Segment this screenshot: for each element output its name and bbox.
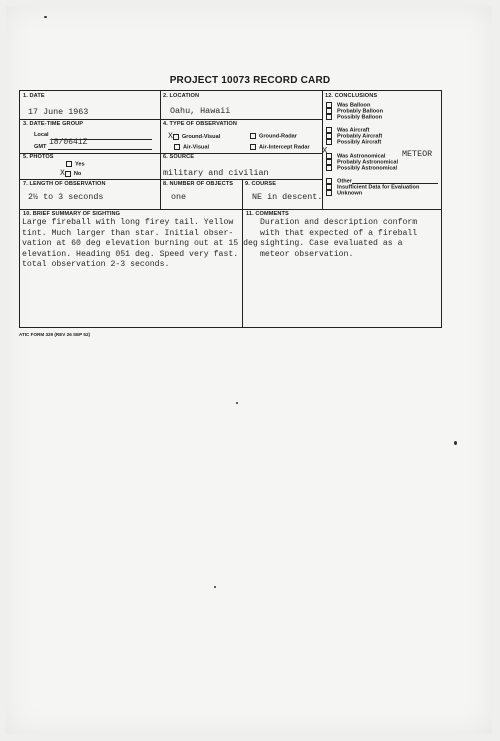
date-label: 1. DATE (23, 93, 45, 99)
astronomical-check-mark: X (322, 146, 328, 156)
gmt-line (48, 149, 152, 150)
checkbox-icon (326, 190, 332, 196)
conclusion-insufficient-data: Insufficient Data for Evaluation (326, 184, 419, 190)
source-value: military and civilian (163, 168, 269, 178)
dtg-label: 3. DATE-TIME GROUP (23, 121, 84, 127)
conclusion-was-astronomical: Was Astronomical (326, 153, 385, 159)
conclusion-possibly-astronomical: Possibly Astronomical (326, 165, 397, 171)
photos-no-option: X No (60, 169, 82, 178)
gmt-label: GMT (34, 144, 47, 150)
meteor-note: METEOR (402, 149, 433, 159)
divider (20, 179, 322, 180)
num-objects-label: 8. NUMBER OF OBJECTS (163, 181, 234, 187)
checkbox-icon (326, 165, 332, 171)
gmt-value: 18/0641Z (49, 138, 88, 147)
checkbox-icon (250, 133, 256, 139)
num-objects-value: one (171, 192, 187, 202)
course-value: NE in descent. (252, 192, 323, 202)
summary-label: 10. BRIEF SUMMARY OF SIGHTING (23, 211, 121, 217)
photos-yes-option: Yes (66, 161, 85, 167)
conclusion-possibly-aircraft: Possibly Aircraft (326, 139, 381, 145)
conclusions-label: 12. CONCLUSIONS (325, 93, 378, 99)
speck (44, 16, 47, 18)
comments-text: Duration and description conform with that expected of a fireball sighting. Case evaluated as a meteor observation. (260, 218, 418, 259)
length-value: 2½ to 3 seconds (28, 192, 104, 202)
conclusion-possibly-balloon: Possibly Balloon (326, 114, 382, 120)
conclusion-unknown: Unknown (326, 190, 362, 196)
checkbox-icon (326, 114, 332, 120)
conclusion-was-balloon: Was Balloon (326, 102, 370, 108)
conclusion-other: Other (326, 178, 352, 184)
divider (20, 209, 442, 210)
local-label: Local (34, 132, 49, 138)
date-value: 17 June 1963 (28, 107, 89, 117)
checkbox-icon (250, 144, 256, 150)
summary-text: Large fireball with long firey tail. Yellow tint. Much larger than star. Initial obser- vation at 60 deg elevation burning out at 15 deg elevation. Heading 051 deg. Speed very fast. total observation 2-3 seconds. (22, 218, 258, 270)
ground-visual-option: X Ground-Visual (168, 132, 221, 141)
comments-label: 11. COMMENTS (246, 211, 289, 217)
checkbox-icon (173, 134, 179, 140)
course-label: 9. COURSE (245, 181, 277, 187)
speck (236, 402, 238, 404)
source-label: 6. SOURCE (163, 154, 195, 160)
photos-label: 5. PHOTOS (23, 154, 54, 160)
speck (454, 441, 457, 445)
ground-radar-option: Ground-Radar (250, 133, 297, 139)
divider (160, 91, 161, 209)
conclusion-probably-aircraft: Probably Aircraft (326, 133, 382, 139)
form-id: ATIC FORM 329 (REV 26 SEP 52) (19, 332, 91, 337)
checkbox-icon (66, 161, 72, 167)
conclusion-was-aircraft: Was Aircraft (326, 127, 370, 133)
speck (214, 586, 216, 588)
location-value: Oahu, Hawaii (170, 106, 231, 116)
checkbox-icon (65, 171, 71, 177)
air-intercept-radar-option: Air-Intercept Radar (250, 144, 310, 150)
card-title: PROJECT 10073 RECORD CARD (169, 75, 331, 86)
checkbox-icon (174, 144, 180, 150)
checkbox-icon (326, 139, 332, 145)
location-label: 2. LOCATION (163, 93, 200, 99)
check-mark-icon: X (60, 169, 65, 178)
conclusion-probably-astronomical: Probably Astronomical (326, 159, 398, 165)
check-mark-icon: X (168, 132, 173, 141)
conclusion-probably-balloon: Probably Balloon (326, 108, 383, 114)
observation-type-label: 4. TYPE OF OBSERVATION (163, 121, 237, 127)
air-visual-option: Air-Visual (174, 144, 209, 150)
divider (20, 119, 322, 120)
record-card (19, 90, 442, 328)
length-label: 7. LENGTH OF OBSERVATION (23, 181, 106, 187)
